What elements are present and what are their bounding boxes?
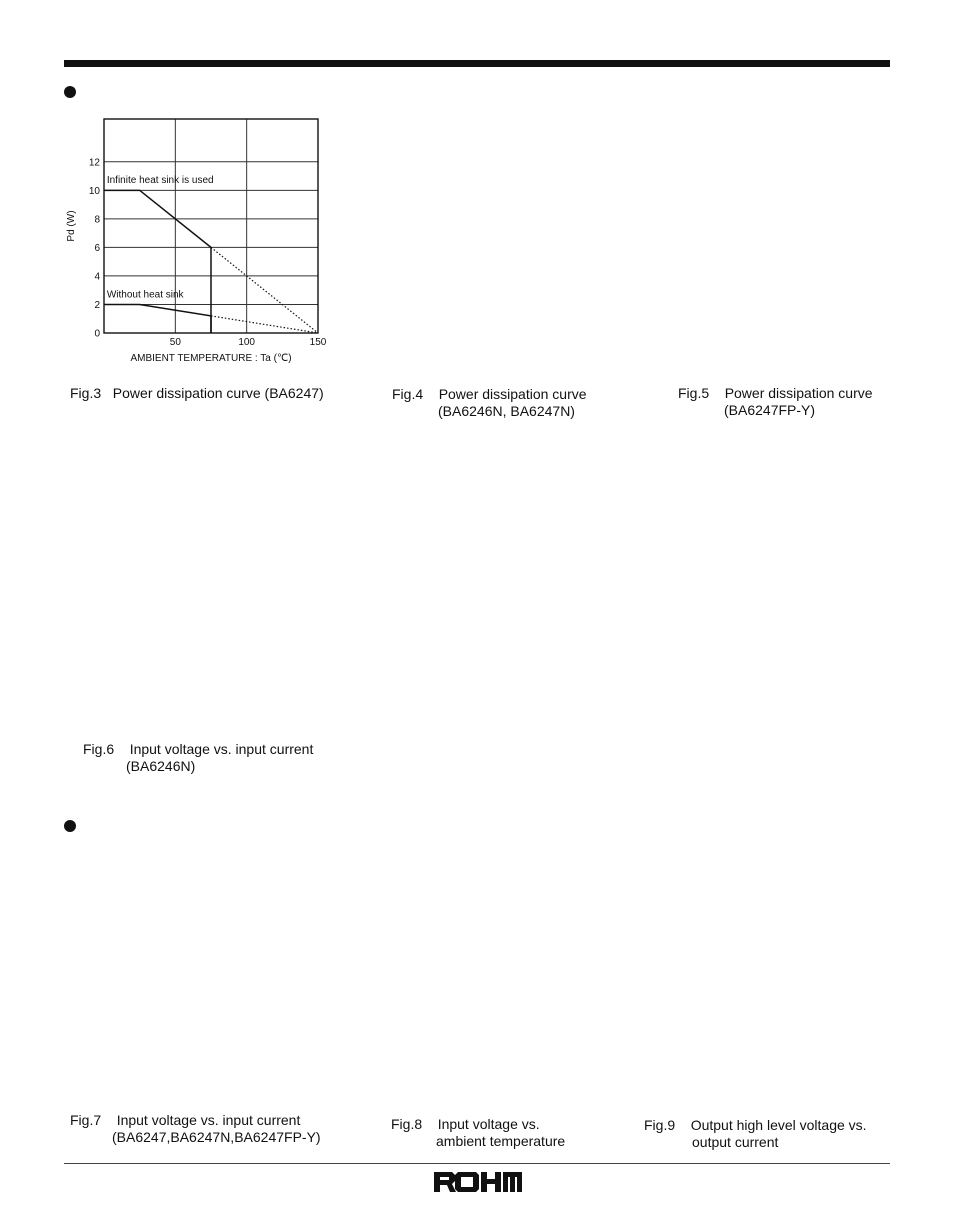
y-axis-label — [66, 210, 77, 241]
series-line-1 — [211, 247, 318, 333]
caption-fig5 — [678, 385, 873, 419]
series-line-0 — [104, 190, 211, 333]
caption-fig6 — [83, 741, 313, 775]
caption-num: Fig.6 — [83, 741, 115, 757]
series-line-3 — [211, 316, 318, 333]
caption-text: Output high level voltage vs. — [690, 1117, 867, 1133]
caption-num: Fig.5 — [678, 385, 710, 401]
caption-fig7 — [70, 1112, 321, 1146]
caption-sub: (BA6247FP-Y) — [724, 402, 816, 418]
x-tick-label: 150 — [309, 337, 327, 348]
caption-num: Fig.7 — [70, 1112, 102, 1128]
caption-sub: (BA6246N) — [126, 758, 196, 774]
bottom-rule — [64, 1163, 890, 1164]
y-tick-label: 10 — [88, 185, 100, 197]
caption-text: Input voltage vs. input current — [129, 741, 314, 757]
y-tick-label: 12 — [88, 157, 100, 169]
y-tick-label: 8 — [94, 214, 100, 226]
x-axis-label-main: AMBIENT TEMPERATURE : Ta (℃) — [130, 353, 292, 364]
caption-fig3 — [70, 385, 324, 402]
rohm-logo — [432, 1170, 524, 1194]
x-tick-label: 50 — [169, 337, 181, 348]
caption-text: Power dissipation curve (BA6247) — [112, 385, 324, 401]
annotation-text: Without heat sink — [106, 289, 184, 301]
y-tick-label: 6 — [94, 242, 100, 254]
series-line-2 — [104, 304, 211, 333]
y-tick-label: 4 — [94, 271, 100, 283]
caption-sub: (BA6246N, BA6247N) — [438, 403, 575, 419]
caption-sub: ambient temperature — [436, 1133, 566, 1149]
x-axis-label — [130, 353, 291, 364]
caption-sub: (BA6247,BA6247N,BA6247FP-Y) — [112, 1129, 321, 1145]
x-tick-label: 100 — [238, 337, 256, 348]
caption-sub: output current — [692, 1134, 779, 1150]
caption-fig4 — [392, 386, 587, 420]
caption-num: Fig.8 — [391, 1116, 423, 1132]
annotation-text: Infinite heat sink is used — [106, 175, 214, 187]
caption-text: Power dissipation curve — [438, 386, 587, 402]
caption-num: Fig.9 — [644, 1117, 676, 1133]
caption-fig9 — [644, 1117, 867, 1151]
caption-text: Input voltage vs. input current — [116, 1112, 301, 1128]
caption-fig8 — [391, 1116, 565, 1150]
caption-text: Input voltage vs. — [437, 1116, 540, 1132]
caption-num: Fig.4 — [392, 386, 424, 402]
y-tick-label: 0 — [94, 328, 100, 340]
caption-text: Power dissipation curve — [724, 385, 873, 401]
y-axis-label-main: Pd (W) — [66, 210, 77, 242]
y-tick-label: 2 — [94, 299, 100, 311]
caption-num: Fig.3 — [70, 385, 102, 401]
